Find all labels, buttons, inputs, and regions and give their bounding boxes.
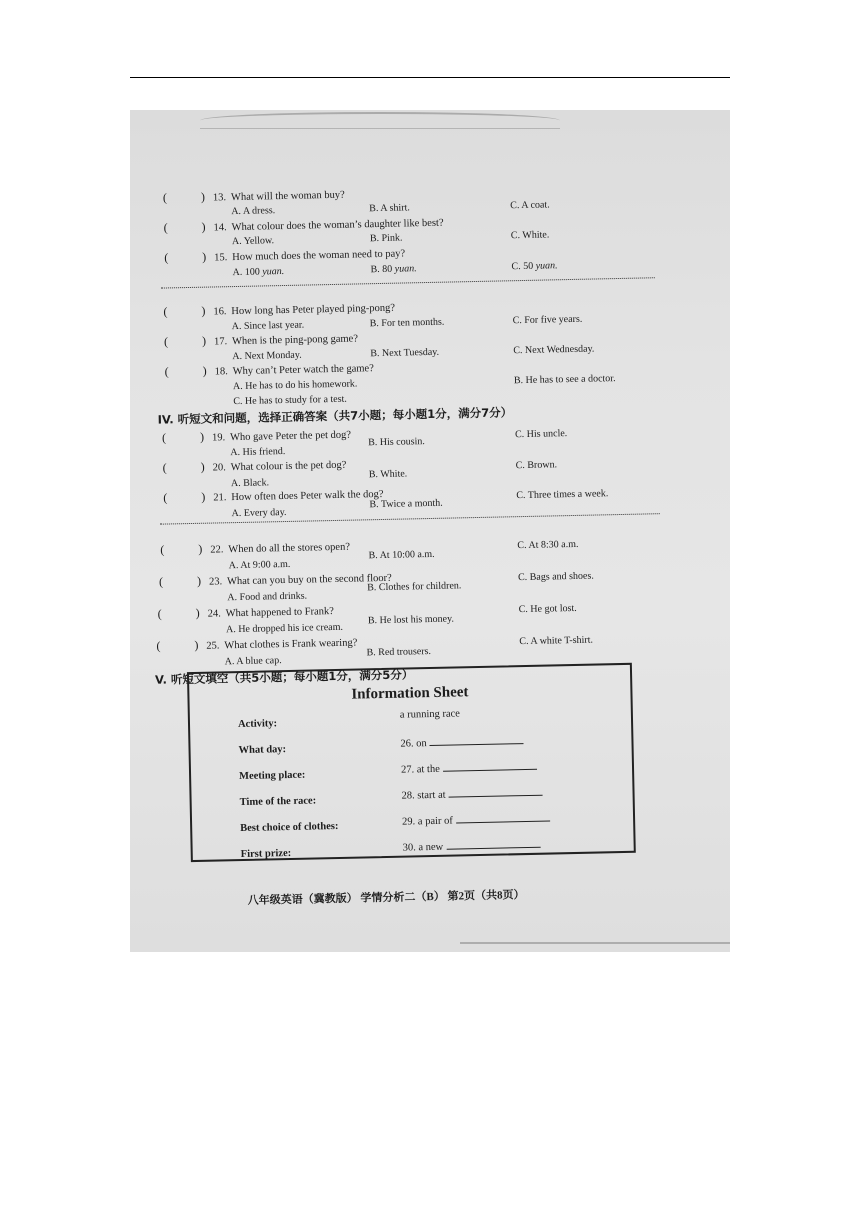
option-c: C. For five years. [512, 313, 583, 327]
option-a: A. He has to do his homework. [232, 378, 358, 393]
answer-paren-close: ) [201, 303, 206, 318]
option-c: C. Brown. [515, 459, 558, 472]
option-c: C. Three times a week. [516, 488, 609, 502]
question-text: How often does Peter walk the dog? [231, 488, 384, 504]
answer-blank-26[interactable] [430, 733, 524, 746]
answer-paren-close: ) [202, 363, 207, 378]
label-best-clothes: Best choice of clothes: [240, 820, 339, 835]
label-time-of-race: Time of the race: [239, 795, 317, 809]
question-number: 24. [207, 608, 221, 620]
option-c: C. He got lost. [518, 602, 577, 616]
exam-content [130, 110, 730, 952]
option-c: C. Next Wednesday. [513, 343, 595, 357]
answer-paren-close: ) [201, 219, 206, 234]
answer-paren-open: ( [164, 364, 169, 379]
option-c: C. His uncle. [514, 428, 568, 441]
question-number: 15. [214, 252, 228, 264]
question-text: What clothes is Frank wearing? [224, 637, 358, 652]
option-b: B. A shirt. [369, 202, 410, 215]
top-rule [130, 77, 730, 78]
option-c: C. He has to study for a test. [233, 393, 347, 408]
question-text: When is the ping-pong game? [231, 333, 359, 348]
question-number: 19. [211, 432, 226, 444]
label-activity: Activity: [237, 718, 278, 731]
answer-paren-open: ( [157, 606, 162, 621]
option-b: B. Pink. [369, 232, 403, 245]
question-number: 14. [213, 222, 227, 234]
information-sheet [187, 663, 636, 862]
option-a: A. Black. [230, 477, 270, 490]
option-c: C. At 8:30 a.m. [517, 538, 579, 552]
option-b: B. 80 yuan. [370, 263, 417, 276]
fill-in-26: 26. on [400, 733, 524, 750]
answer-paren-open: ( [158, 574, 164, 589]
option-a: A. A dress. [231, 205, 276, 218]
option-b: B. He has to see a doctor. [513, 373, 616, 387]
label-first-prize: First prize: [240, 847, 292, 861]
option-c: C. A white T-shirt. [519, 634, 594, 648]
answer-paren-close: ) [194, 637, 199, 652]
question-text: How long has Peter played ping-pong? [231, 302, 396, 318]
option-a: A. Next Monday. [232, 349, 302, 363]
answer-paren-open: ( [162, 460, 167, 475]
option-b: B. For ten months. [369, 316, 445, 330]
answer-paren-open: ( [163, 334, 169, 349]
question-text: When do all the stores open? [228, 541, 351, 556]
question-text: What colour does the woman’s daughter like best? [231, 217, 444, 234]
option-a: A. Since last year. [231, 319, 305, 333]
answer-paren-close: ) [198, 541, 203, 556]
answer-paren-open: ( [163, 220, 168, 235]
label-what-day: What day: [238, 744, 287, 757]
question-number: 21. [213, 492, 227, 504]
option-a: A. He dropped his ice cream. [225, 621, 344, 636]
fill-in-27: 27. at the [401, 759, 537, 776]
answer-blank-27[interactable] [443, 759, 537, 772]
exam-page-photo [130, 110, 730, 952]
answer-paren-open: ( [160, 542, 165, 557]
option-a: A. His friend. [230, 446, 286, 459]
answer-blank-30[interactable] [446, 837, 540, 850]
question-text: How much does the woman need to pay? [232, 248, 406, 264]
option-c: C. 50 yuan. [511, 260, 558, 273]
question-number: 17. [213, 336, 228, 348]
question-text: What will the woman buy? [230, 189, 345, 204]
question-number: 23. [208, 576, 223, 588]
answer-blank-28[interactable] [448, 785, 542, 798]
answer-paren-open: ( [162, 190, 168, 205]
option-a: A. 100 yuan. [232, 265, 285, 279]
answer-paren-close: ) [200, 189, 206, 204]
option-a: A. Yellow. [231, 235, 275, 248]
answer-paren-close: ) [199, 429, 205, 444]
question-number: 13. [212, 192, 227, 204]
option-c: C. Bags and shoes. [517, 570, 594, 584]
option-c: C. White. [510, 229, 550, 242]
sheet-title: Information Sheet [351, 684, 469, 703]
option-b: B. Twice a month. [369, 497, 443, 511]
answer-blank-29[interactable] [456, 811, 550, 824]
answer-paren-open: ( [164, 250, 169, 265]
option-a: A. A blue cap. [224, 655, 282, 668]
answer-paren-close: ) [201, 489, 206, 504]
question-text: What happened to Frank? [225, 606, 334, 620]
question-text: Why can’t Peter watch the game? [232, 363, 374, 378]
answer-paren-close: ) [196, 573, 202, 588]
answer-paren-open: ( [163, 304, 168, 319]
option-b: B. He lost his money. [367, 613, 455, 627]
option-b: B. His cousin. [368, 436, 425, 449]
question-text: What colour is the pet dog? [230, 459, 347, 474]
section-4-heading: IV. 听短文和问题，选择正确答案（共7小题；每小题1分，满分7分） [157, 405, 513, 427]
answer-paren-open: ( [161, 430, 167, 445]
fill-in-30: 30. a new [402, 837, 540, 854]
option-b: B. Clothes for children. [367, 580, 462, 594]
question-number: 16. [213, 306, 227, 318]
question-number: 22. [210, 544, 224, 556]
option-a: A. At 9:00 a.m. [228, 558, 291, 572]
answer-paren-open: ( [156, 638, 161, 653]
fill-in-28: 28. start at [401, 785, 542, 802]
fill-in-29: 29. a pair of [402, 811, 550, 828]
value-activity: a running race [399, 708, 461, 721]
answer-paren-close: ) [202, 249, 207, 264]
question-number: 18. [214, 366, 228, 378]
question-number: 25. [206, 640, 220, 652]
answer-paren-close: ) [195, 605, 200, 620]
question-text: Who gave Peter the pet dog? [229, 429, 352, 444]
answer-paren-close: ) [200, 459, 205, 474]
option-c: C. A coat. [510, 199, 550, 212]
label-meeting-place: Meeting place: [239, 769, 306, 783]
question-text: What can you buy on the second floor? [226, 572, 392, 588]
page-footer: 八年级英语（冀教版） 学情分析二（B） 第2页（共8页） [247, 889, 525, 907]
option-b: B. Next Tuesday. [370, 346, 440, 360]
answer-paren-close: ) [201, 333, 207, 348]
answer-paren-open: ( [163, 490, 168, 505]
section-5-heading: V. 听短文填空（共5小题；每小题1分，满分5分） [154, 667, 414, 687]
option-b: B. Red trousers. [366, 646, 432, 659]
option-a: A. Every day. [231, 507, 287, 520]
question-number: 20. [212, 462, 226, 474]
option-b: B. White. [368, 468, 408, 481]
option-a: A. Food and drinks. [227, 590, 308, 604]
question-13 [130, 110, 721, 218]
option-b: B. At 10:00 a.m. [368, 548, 435, 562]
